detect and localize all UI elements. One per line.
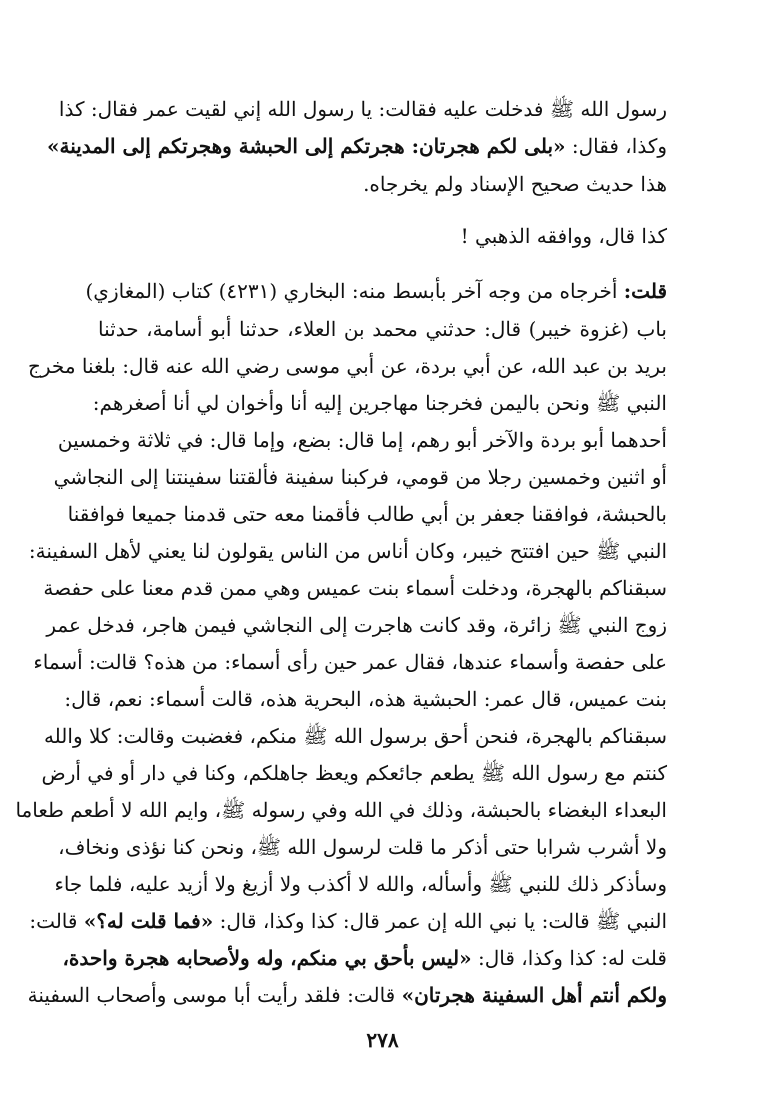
line-text: النبي ﷺ حين افتتح خيبر، وكان أناس من الناس يقولون لنا يعني لأهل السفينة: [28, 539, 667, 563]
text-line [27, 980, 667, 1012]
line-text: قالت: فلقد رأيت أبا موسى وأصحاب السفينة [27, 983, 402, 1007]
line-text: أحدهما أبو بردة والآخر أبو رهم، إما قال: بضع، وإما قال: في ثلاثة وخمسين [57, 428, 667, 452]
text-line [15, 795, 667, 827]
line-text: زوج النبي ﷺ زائرة، وقد كانت هاجرت إلى النجاشي فيمن هاجر، فدخل عمر [46, 613, 667, 637]
page-number: ٢٧٨ [366, 1028, 399, 1052]
text-line [43, 573, 667, 605]
text-line [33, 647, 667, 679]
text-line [46, 131, 667, 163]
line-text: النبي ﷺ ونحن باليمن فخرجنا مهاجرين إليه أنا وأخوان لي أنا أصغرهم: [92, 391, 667, 415]
line-text: رسول الله ﷺ فدخلت عليه فقالت: يا رسول الله إني لقيت عمر فقال: كذا [58, 97, 667, 121]
line-text: بنت عميس، قال عمر: الحبشية هذه، البحرية هذه، قالت أسماء: نعم، قال: [64, 687, 667, 711]
text-line [57, 425, 667, 457]
text-line [98, 169, 667, 201]
text-line [29, 906, 667, 938]
line-text: سبقناكم بالهجرة، ودخلت أسماء بنت عميس وهي ممن قدم معنا على حفصة [43, 576, 667, 600]
line-text: هذا حديث صحيح الإسناد ولم يخرجاه. [363, 172, 667, 196]
hadith-quote: «ليس بأحق بي منكم، وله ولأصحابه هجرة واحدة، [62, 946, 472, 970]
text-line [54, 869, 667, 901]
text-line [41, 758, 667, 790]
line-text: سبقناكم بالهجرة، فنحن أحق برسول الله ﷺ منكم، فغضبت وقالت: كلا والله [43, 724, 667, 748]
text-line [53, 462, 667, 494]
text-line [58, 94, 667, 126]
hadith-quote: «فما قلت له؟» [83, 909, 214, 933]
line-text: على حفصة وأسماء عندها، فقال عمر حين رأى أسماء: من هذه؟ قالت: أسماء [33, 650, 667, 674]
text-line [58, 832, 667, 864]
line-text: كذا قال، ووافقه الذهبي ! [460, 224, 667, 248]
text-line [98, 221, 667, 253]
line-text: أو اثنين وخمسين رجلا من قومي، فركبنا سفينة فألقتنا سفينتنا إلى النجاشي [53, 465, 667, 489]
line-text: البعداء البغضاء بالحبشة، وذلك في الله وفي رسوله ﷺ، وايم الله لا أطعم طعاما [15, 798, 667, 822]
text-line [46, 610, 667, 642]
line-text: ولا أشرب شرابا حتى أذكر ما قلت لرسول الله ﷺ، ونحن كنا نؤذى ونخاف، [58, 835, 667, 859]
line-text: باب (غزوة خيبر) قال: حدثني محمد بن العلاء، حدثنا أبو أسامة، حدثنا [98, 317, 667, 341]
text-line [27, 351, 667, 383]
text-line [98, 314, 667, 346]
text-line [62, 943, 667, 975]
line-text: بريد بن عبد الله، عن أبي بردة، عن أبي موسى رضي الله عنه قال: بلغنا مخرج [27, 354, 667, 378]
text-line [28, 536, 667, 568]
line-text: قالت: [29, 909, 84, 933]
line-text: النبي ﷺ قالت: يا نبي الله إن عمر قال: كذا وكذا، قال: [213, 909, 667, 933]
qultu-label: قلت: [623, 279, 667, 303]
text-line [64, 684, 667, 716]
text-line [92, 388, 667, 420]
text-line [67, 499, 667, 531]
hadith-quote: ولكم أنتم أهل السفينة هجرتان» [401, 983, 667, 1007]
line-text: قلت له: كذا وكذا، قال: [471, 946, 667, 970]
hadith-quote: «بلى لكم هجرتان: هجرتكم إلى الحبشة وهجرتكم إلى المدينة» [46, 134, 566, 158]
line-text: وكذا، فقال: [565, 134, 667, 158]
text-line [85, 276, 667, 308]
line-text: كنتم مع رسول الله ﷺ يطعم جائعكم ويعظ جاهلكم، وكنا في دار أو في أرض [41, 761, 667, 785]
line-text: أخرجاه من وجه آخر بأبسط منه: البخاري (٤٢٣١) كتاب (المغازي) [85, 279, 624, 303]
line-text: بالحبشة، فوافقنا جعفر بن أبي طالب فأقمنا معه حتى قدمنا جميعا فوافقنا [67, 502, 667, 526]
text-line [43, 721, 667, 753]
line-text: وسأذكر ذلك للنبي ﷺ وأسأله، والله لا أكذب ولا أزيغ ولا أزيد عليه، فلما جاء [54, 872, 667, 896]
